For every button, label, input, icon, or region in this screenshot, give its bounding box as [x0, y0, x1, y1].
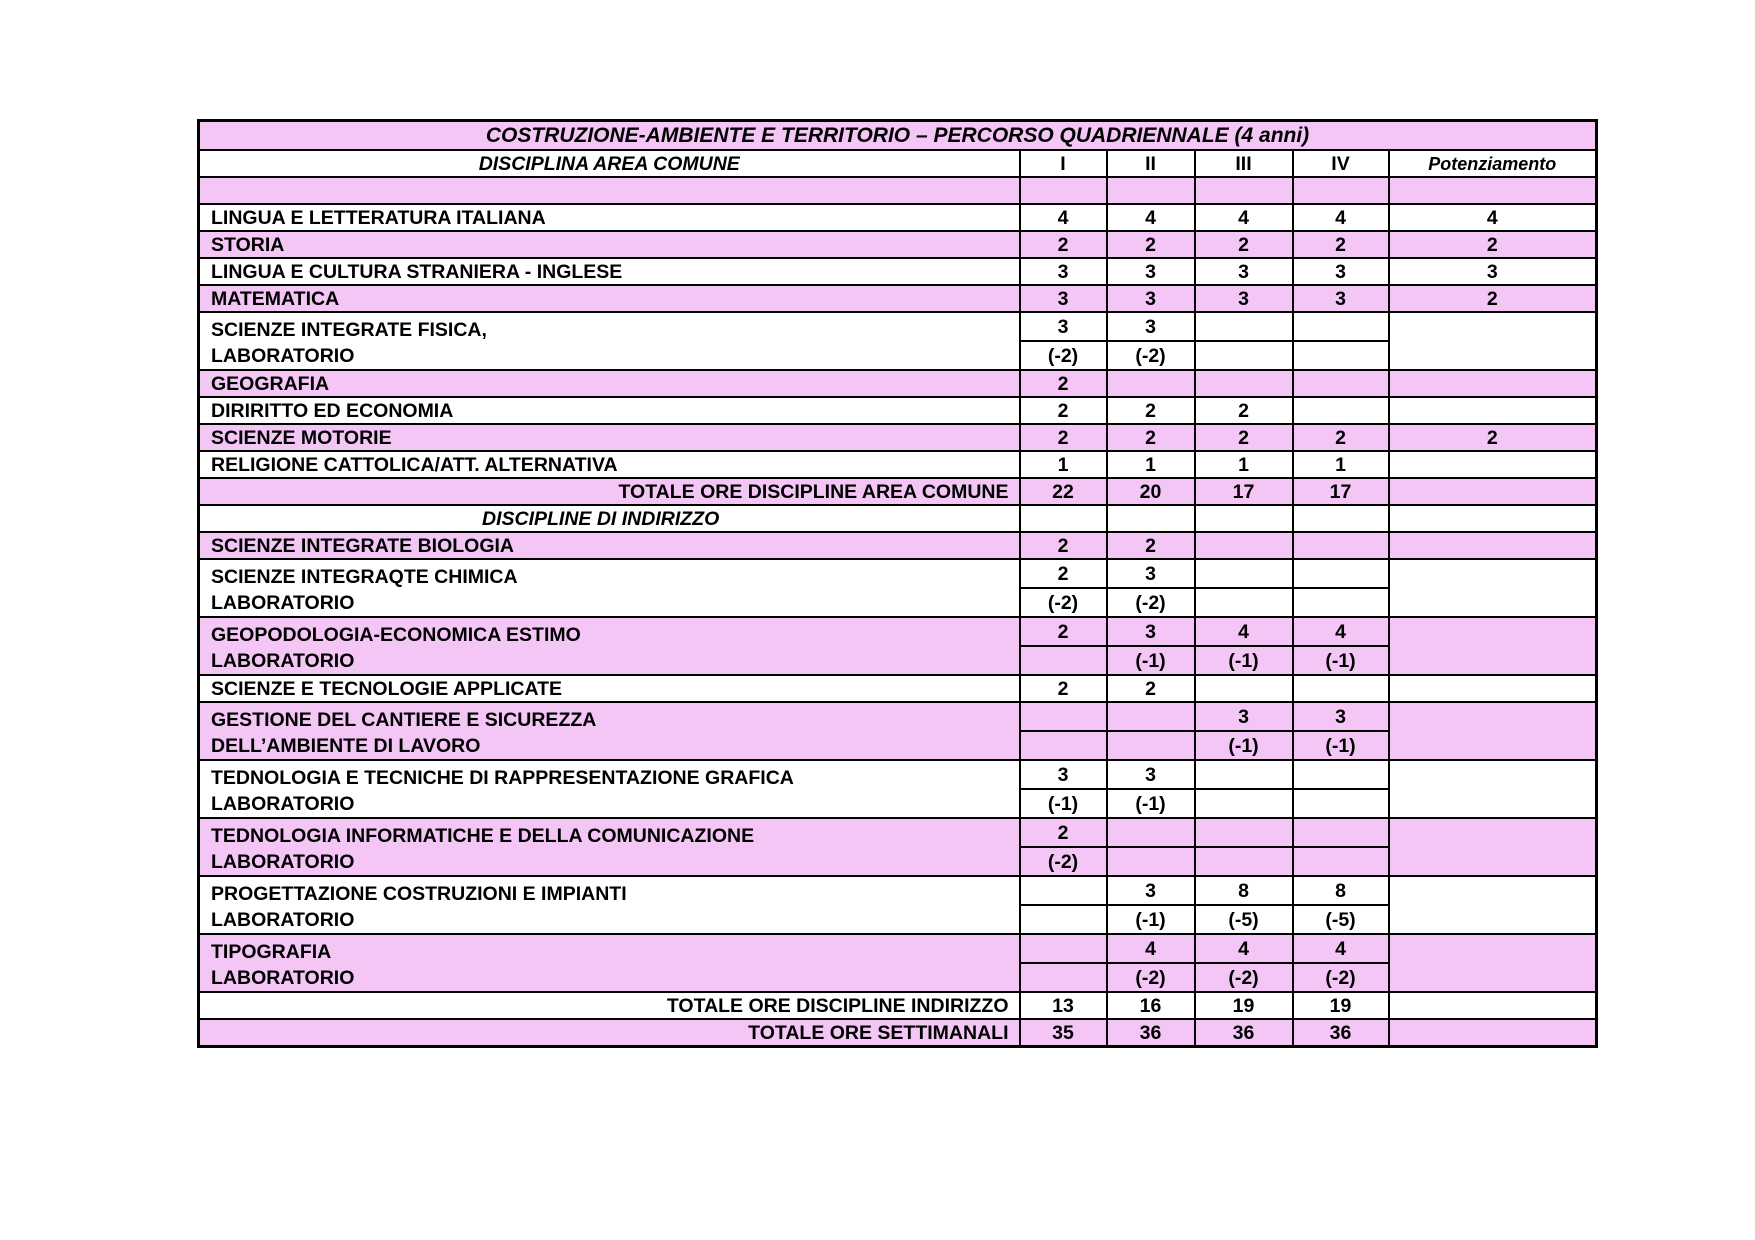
potenziamento-cell [1389, 934, 1597, 992]
potenziamento-cell [1389, 370, 1597, 397]
subject-name: LINGUA E LETTERATURA ITALIANA [199, 204, 1020, 231]
subject-row [199, 818, 1597, 847]
lab-hours-cell [1020, 731, 1107, 760]
hours-cell [1293, 312, 1389, 341]
lab-hours-cell [1293, 847, 1389, 876]
lab-hours-cell: (-1) [1293, 646, 1389, 675]
hours-cell: 1 [1107, 451, 1195, 478]
subject-row [199, 397, 1597, 424]
subject-lab-line: LABORATORIO [211, 650, 355, 672]
hours-cell: 2 [1020, 532, 1107, 559]
hours-cell: 3 [1020, 258, 1107, 285]
hours-cell [1195, 675, 1293, 702]
total-label: TOTALE ORE DISCIPLINE AREA COMUNE [199, 478, 1020, 505]
lab-hours-cell [1020, 963, 1107, 992]
potenziamento-cell [1389, 876, 1597, 934]
subject-row [199, 532, 1597, 559]
hours-cell: 3 [1020, 760, 1107, 789]
subject-row [199, 370, 1597, 397]
total-indirizzo-row [199, 992, 1597, 1019]
hours-cell: 3 [1107, 258, 1195, 285]
subject-lab-line: LABORATORIO [211, 909, 355, 931]
subject-name-line: TEDNOLOGIA E TECNICHE DI RAPPRESENTAZIONE GRAFICA [211, 767, 794, 789]
discipline-column-header: DISCIPLINA AREA COMUNE [199, 150, 1020, 177]
lab-hours-cell: (-2) [1293, 963, 1389, 992]
area-comune-section [199, 204, 1597, 478]
total-value: 13 [1020, 992, 1107, 1019]
lab-hours-cell: (-2) [1107, 588, 1195, 617]
hours-cell: 4 [1293, 617, 1389, 646]
hours-cell: 3 [1195, 258, 1293, 285]
subject-lab-line: LABORATORIO [211, 592, 355, 614]
hours-cell: 2 [1107, 675, 1195, 702]
subject-name [199, 876, 1020, 934]
lab-hours-cell: (-2) [1107, 963, 1195, 992]
hours-cell [1107, 702, 1195, 731]
potenziamento-cell: 2 [1389, 424, 1597, 451]
lab-hours-cell: (-2) [1107, 341, 1195, 370]
subject-name [199, 760, 1020, 818]
total-value: 16 [1107, 992, 1195, 1019]
total-label: TOTALE ORE DISCIPLINE INDIRIZZO [199, 992, 1020, 1019]
subject-name: MATEMATICA [199, 285, 1020, 312]
potenziamento-cell [1389, 312, 1597, 370]
potenziamento-cell: 4 [1389, 204, 1597, 231]
subject-row [199, 204, 1597, 231]
lab-hours-cell [1020, 905, 1107, 934]
lab-hours-cell [1020, 646, 1107, 675]
hours-cell: 3 [1293, 702, 1389, 731]
spacer-row [199, 177, 1597, 204]
lab-hours-cell: (-1) [1107, 905, 1195, 934]
lab-hours-cell: (-1) [1020, 789, 1107, 818]
hours-cell: 2 [1020, 818, 1107, 847]
subject-row [199, 559, 1597, 588]
hours-cell: 3 [1107, 760, 1195, 789]
year-header-4: IV [1293, 150, 1389, 177]
subject-lab-line: LABORATORIO [211, 793, 355, 815]
subject-name-line: TEDNOLOGIA INFORMATICHE E DELLA COMUNICAZIONE [211, 825, 755, 847]
lab-hours-cell: (-1) [1195, 646, 1293, 675]
subject-name: STORIA [199, 231, 1020, 258]
subject-name [199, 818, 1020, 876]
lab-hours-cell: (-2) [1020, 588, 1107, 617]
subject-name [199, 312, 1020, 370]
lab-hours-cell [1293, 789, 1389, 818]
title-row [199, 121, 1597, 151]
subject-name [199, 702, 1020, 760]
hours-cell [1195, 559, 1293, 588]
subject-name [199, 934, 1020, 992]
subject-name: LINGUA E CULTURA STRANIERA - INGLESE [199, 258, 1020, 285]
year-header-3: III [1195, 150, 1293, 177]
potenziamento-cell [1389, 617, 1597, 675]
hours-cell: 4 [1195, 934, 1293, 963]
hours-cell: 4 [1293, 204, 1389, 231]
potenziamento-cell: 3 [1389, 258, 1597, 285]
hours-cell: 2 [1107, 532, 1195, 559]
hours-cell: 2 [1107, 424, 1195, 451]
hours-cell: 3 [1107, 876, 1195, 905]
total-value: 36 [1293, 1019, 1389, 1047]
hours-cell: 2 [1020, 397, 1107, 424]
hours-cell: 3 [1195, 285, 1293, 312]
subject-lab-line: LABORATORIO [211, 345, 355, 367]
subject-lab-line: DELL’AMBIENTE DI LAVORO [211, 735, 481, 757]
lab-hours-cell: (-2) [1020, 847, 1107, 876]
hours-cell [1293, 370, 1389, 397]
total-value: 19 [1195, 992, 1293, 1019]
hours-cell: 8 [1195, 876, 1293, 905]
hours-cell: 3 [1020, 285, 1107, 312]
hours-cell [1020, 934, 1107, 963]
hours-cell [1195, 532, 1293, 559]
lab-hours-cell [1195, 789, 1293, 818]
lab-hours-cell: (-5) [1195, 905, 1293, 934]
subject-row [199, 675, 1597, 702]
potenziamento-cell [1389, 818, 1597, 876]
potenziamento-cell [1389, 675, 1597, 702]
total-value: 20 [1107, 478, 1195, 505]
hours-cell: 1 [1020, 451, 1107, 478]
subject-name-line: PROGETTAZIONE COSTRUZIONI E IMPIANTI [211, 883, 627, 905]
hours-cell: 2 [1020, 424, 1107, 451]
hours-cell [1195, 312, 1293, 341]
subject-lab-line: LABORATORIO [211, 967, 355, 989]
subject-name-line: TIPOGRAFIA [211, 941, 332, 963]
lab-hours-cell [1107, 847, 1195, 876]
subject-name [199, 617, 1020, 675]
year-header-1: I [1020, 150, 1107, 177]
potenziamento-cell: 2 [1389, 231, 1597, 258]
total-value: 17 [1195, 478, 1293, 505]
potenziamento-cell [1389, 559, 1597, 617]
hours-cell: 2 [1195, 231, 1293, 258]
subject-row [199, 312, 1597, 341]
hours-cell: 2 [1020, 370, 1107, 397]
lab-hours-cell: (-1) [1195, 731, 1293, 760]
potenziamento-header: Potenziamento [1389, 150, 1597, 177]
hours-cell: 2 [1020, 559, 1107, 588]
lab-hours-cell [1195, 341, 1293, 370]
hours-cell: 4 [1020, 204, 1107, 231]
curriculum-table [197, 119, 1598, 1048]
subject-row [199, 258, 1597, 285]
lab-hours-cell [1195, 847, 1293, 876]
hours-cell: 3 [1195, 702, 1293, 731]
total-settimanali-row [199, 1019, 1597, 1047]
lab-hours-cell: (-1) [1107, 646, 1195, 675]
hours-cell: 2 [1107, 231, 1195, 258]
hours-cell: 2 [1020, 231, 1107, 258]
lab-hours-cell: (-2) [1020, 341, 1107, 370]
hours-cell: 3 [1107, 285, 1195, 312]
total-value: 19 [1293, 992, 1389, 1019]
hours-cell: 2 [1107, 397, 1195, 424]
subject-row [199, 285, 1597, 312]
indirizzo-section-title: DISCIPLINE DI INDIRIZZO [199, 505, 1020, 532]
lab-hours-cell: (-1) [1293, 731, 1389, 760]
hours-cell: 2 [1195, 397, 1293, 424]
potenziamento-cell [1389, 397, 1597, 424]
hours-cell [1293, 760, 1389, 789]
subject-name: RELIGIONE CATTOLICA/ATT. ALTERNATIVA [199, 451, 1020, 478]
potenziamento-cell [1389, 532, 1597, 559]
subject-row [199, 231, 1597, 258]
hours-cell: 4 [1195, 617, 1293, 646]
year-header-2: II [1107, 150, 1195, 177]
subject-lab-line: LABORATORIO [211, 851, 355, 873]
hours-cell [1293, 397, 1389, 424]
subject-name-line: SCIENZE INTEGRAQTE CHIMICA [211, 566, 518, 588]
subject-name: DIRIRITTO ED ECONOMIA [199, 397, 1020, 424]
potenziamento-cell [1389, 702, 1597, 760]
lab-hours-cell [1195, 588, 1293, 617]
hours-cell [1195, 760, 1293, 789]
hours-cell [1293, 675, 1389, 702]
potenziamento-cell: 2 [1389, 285, 1597, 312]
hours-cell: 3 [1107, 559, 1195, 588]
subject-name-line: SCIENZE INTEGRATE FISICA, [211, 319, 487, 341]
subject-name: GEOGRAFIA [199, 370, 1020, 397]
subject-row [199, 876, 1597, 905]
total-value: 35 [1020, 1019, 1107, 1047]
hours-cell: 4 [1195, 204, 1293, 231]
hours-cell [1020, 876, 1107, 905]
total-area-comune-row [199, 478, 1597, 505]
total-value: 36 [1195, 1019, 1293, 1047]
potenziamento-cell [1389, 451, 1597, 478]
hours-cell [1195, 818, 1293, 847]
hours-cell [1020, 702, 1107, 731]
subject-row [199, 760, 1597, 789]
hours-cell: 8 [1293, 876, 1389, 905]
hours-cell: 1 [1195, 451, 1293, 478]
hours-cell [1293, 532, 1389, 559]
hours-cell: 4 [1107, 934, 1195, 963]
hours-cell: 2 [1293, 424, 1389, 451]
hours-cell: 4 [1293, 934, 1389, 963]
subject-row [199, 424, 1597, 451]
hours-cell: 3 [1293, 258, 1389, 285]
indirizzo-header-row [199, 505, 1597, 532]
total-value: 36 [1107, 1019, 1195, 1047]
hours-cell [1107, 818, 1195, 847]
hours-cell: 3 [1107, 617, 1195, 646]
lab-hours-cell [1293, 341, 1389, 370]
subject-row [199, 934, 1597, 963]
lab-hours-cell: (-5) [1293, 905, 1389, 934]
subject-name-line: GESTIONE DEL CANTIERE E SICUREZZA [211, 709, 597, 731]
hours-cell: 3 [1107, 312, 1195, 341]
hours-cell [1195, 370, 1293, 397]
lab-hours-cell: (-1) [1107, 789, 1195, 818]
header-row [199, 150, 1597, 177]
subject-name: SCIENZE E TECNOLOGIE APPLICATE [199, 675, 1020, 702]
subject-name [199, 559, 1020, 617]
hours-cell [1293, 818, 1389, 847]
hours-cell: 2 [1293, 231, 1389, 258]
hours-cell: 2 [1020, 617, 1107, 646]
hours-cell: 3 [1020, 312, 1107, 341]
hours-cell: 4 [1107, 204, 1195, 231]
subject-name-line: GEOPODOLOGIA-ECONOMICA ESTIMO [211, 624, 581, 646]
hours-cell [1293, 559, 1389, 588]
subject-row [199, 451, 1597, 478]
lab-hours-cell [1107, 731, 1195, 760]
hours-cell: 3 [1293, 285, 1389, 312]
hours-cell [1107, 370, 1195, 397]
total-value: 17 [1293, 478, 1389, 505]
potenziamento-cell [1389, 760, 1597, 818]
lab-hours-cell [1293, 588, 1389, 617]
hours-cell: 2 [1020, 675, 1107, 702]
indirizzo-section [199, 532, 1597, 992]
hours-cell: 2 [1195, 424, 1293, 451]
lab-hours-cell: (-2) [1195, 963, 1293, 992]
subject-row [199, 702, 1597, 731]
subject-row [199, 617, 1597, 646]
total-value: 22 [1020, 478, 1107, 505]
subject-name: SCIENZE INTEGRATE BIOLOGIA [199, 532, 1020, 559]
table-title: COSTRUZIONE-AMBIENTE E TERRITORIO – PERCORSO QUADRIENNALE (4 anni) [199, 121, 1597, 151]
hours-cell: 1 [1293, 451, 1389, 478]
total-label: TOTALE ORE SETTIMANALI [199, 1019, 1020, 1047]
subject-name: SCIENZE MOTORIE [199, 424, 1020, 451]
